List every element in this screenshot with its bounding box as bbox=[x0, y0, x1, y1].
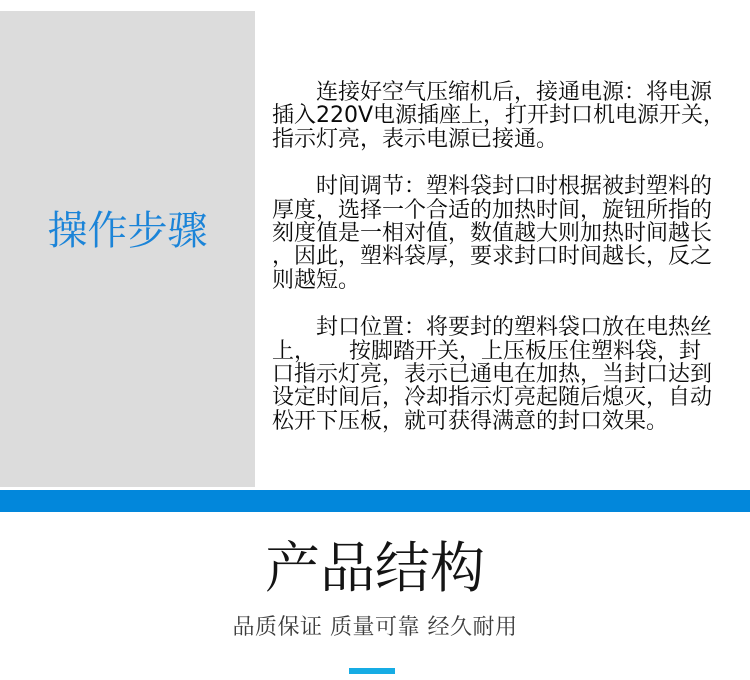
product-structure-title: 产品结构 bbox=[264, 536, 485, 600]
text-line: 封口位置：将要封的塑料袋口放在电热丝 bbox=[272, 315, 713, 341]
text-line: 时间调节：塑料袋封口时根据被封塑料的 bbox=[272, 174, 713, 200]
text-line: 设定时间后，冷却指示灯亮起随后熄灭，自动 bbox=[272, 385, 713, 411]
paragraph-time-adjustment bbox=[272, 175, 737, 292]
text-line: 刻度值是一相对值，数值越大则加热时间越长 bbox=[272, 221, 713, 247]
text-line: 口指示灯亮，表示已通电在加热，当封口达到 bbox=[272, 362, 713, 388]
text-line: 连接好空气压缩机后，接通电源：将电源 bbox=[272, 80, 713, 105]
paragraph-power-connection bbox=[272, 81, 737, 151]
text-line: ，因此，塑料袋厚，要求封口时间越长，反之 bbox=[272, 244, 713, 270]
paragraph-sealing-position bbox=[272, 316, 737, 433]
text-line: 插入220V电源插座上，打开封口机电源开关， bbox=[272, 103, 726, 129]
operation-steps-text bbox=[272, 81, 737, 457]
operation-steps-title: 操作步骤 bbox=[47, 208, 208, 254]
text-line: 指示灯亮，表示电源已接通。 bbox=[272, 126, 559, 152]
text-line: 则越短。 bbox=[272, 267, 361, 293]
accent-underline-bar bbox=[349, 668, 395, 674]
quality-slogan: 品质保证 质量可靠 经久耐用 bbox=[232, 615, 518, 640]
text-line: 厚度，选择一个合适的加热时间，旋钮所指的 bbox=[272, 197, 713, 223]
text-line: 松开下压板，就可获得满意的封口效果。 bbox=[272, 408, 669, 434]
text-line: 上， 按脚踏开关，上压板压住塑料袋，封 bbox=[272, 338, 702, 364]
operation-steps-panel bbox=[0, 11, 255, 487]
section-divider-band bbox=[0, 490, 750, 512]
